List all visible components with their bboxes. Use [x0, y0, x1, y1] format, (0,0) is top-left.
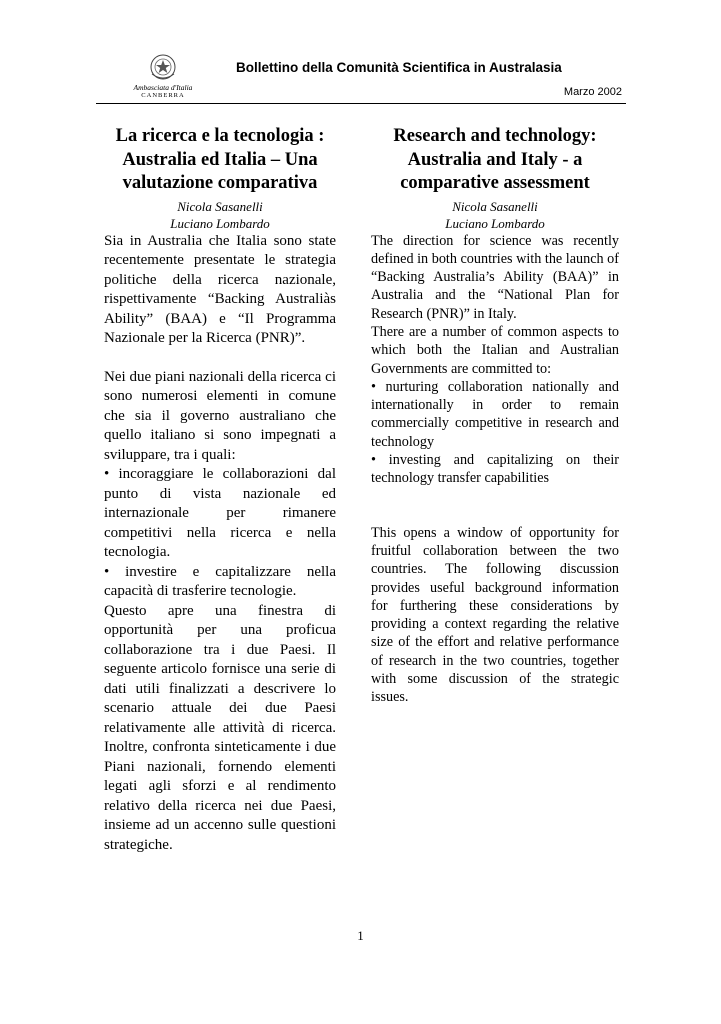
italian-authors [104, 198, 336, 232]
paragraph: Questo apre una finestra di opportunità per una proficua collaborazione tra i due Paesi. Il seguente articolo fornisce una serie di dati utili finalizzati a descrivere lo scenario attuale dei due Paesi relativamente alle attività di ricerca. Inoltre, confronta sinteticamente i due Piani nazionali, fornendo elementi legati agli sforzi e al rendimento relativo della ricerca nei due Paesi, insieme ad un accenno sulle questioni strategiche. [104, 602, 336, 853]
paragraph: The direction for science was recently defined in both countries with the launch of “Backing Australia’s Ability (BAA)” in Australia and the “National Plan for Research (PNR)” in Italy. [371, 232, 619, 322]
author-name: Nicola Sasanelli [452, 198, 538, 214]
bullet-item: • investire e capitalizzare nella capacità di trasferire tecnologie. [104, 563, 336, 599]
bullet-item: • incoraggiare le collaborazioni dal punto di vista nazionale ed internazionale per rimanere competitivi nella ricerca e nella tecnologia. [104, 466, 336, 560]
page-number: 1 [357, 928, 364, 943]
english-column [371, 125, 619, 707]
issue-date: Marzo 2002 [563, 86, 622, 98]
bullet-item: • nurturing collaboration nationally and internationally in order to remain commercially competitive in research and technology [371, 378, 619, 450]
paragraph: This opens a window of opportunity for fruitful collaboration between the two countries. The following discussion provides useful background information for furthering these considerations by providing a context regarding the relative size of the effort and relative performance of research in the two countries, together with some discussion of the strategic issues. [371, 524, 619, 706]
emblem-city: CANBERRA [141, 92, 185, 99]
author-name: Luciano Lombardo [445, 215, 545, 231]
english-authors [371, 198, 619, 232]
bullet-item: • investing and capitalizing on their technology transfer capabilities [371, 452, 619, 487]
italian-title: La ricerca e la tecnologia : Australia ed Italia – Una valutazione comparativa [115, 126, 325, 193]
english-title: Research and technology: Australia and Italy - a comparative assessment [393, 126, 597, 193]
italian-column [104, 125, 336, 903]
embassy-emblem [118, 52, 208, 100]
paragraph: Sia in Australia che Italia sono state recentemente presentate le strategia politiche della ricerca nazionale, rispettivamente “Backing Australiàs Ability” (BAA) e “Il Programma Nazionale per la Ricerca (PNR)”. [104, 232, 336, 346]
italian-emblem-icon [148, 52, 178, 82]
paragraph: Nei due piani nazionali della ricerca ci sono numerosi elementi in comune che sia il governo australiano che quello italiano si sono impegnati a sviluppare, tra i quali: [104, 368, 336, 463]
author-name: Luciano Lombardo [170, 215, 270, 231]
header-divider [96, 103, 626, 104]
paragraph: There are a number of common aspects to which both the Italian and Australian Governments are committed to: [371, 323, 619, 377]
emblem-caption: Ambasciata d'Italia [133, 83, 193, 92]
author-name: Nicola Sasanelli [177, 198, 263, 214]
bulletin-title: Bollettino della Comunità Scientifica in Australasia [236, 60, 562, 75]
